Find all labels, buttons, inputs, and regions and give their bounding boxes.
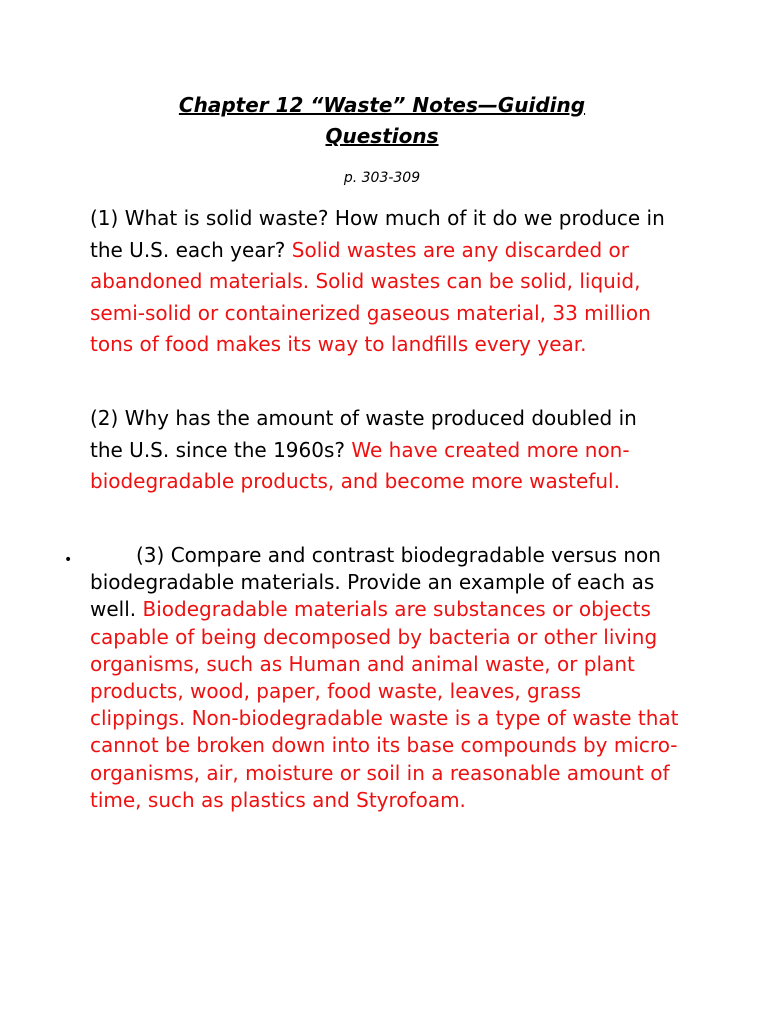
- answer-3-text: Biodegradable materials are substances or objects capable of being decomposed by bacteria or other living organisms, such as Human and animal waste, or plant products, wood, paper, food waste, leaves, grass clippings. Non-biodegradable waste is a type of waste that cannot be broken down into its base compounds by micro-organisms, air, moisture or soil in a reasonable amount of time, such as plastics and Styrofoam.: [90, 597, 679, 812]
- bullet-icon: •: [64, 552, 73, 568]
- page-range: p. 303-309: [343, 170, 421, 186]
- question-1-text: (1) What is solid waste? How much of it do we produce in the U.S. each year?: [90, 206, 665, 262]
- question-3-block: [90, 542, 680, 814]
- question-2-text: (2) Why has the amount of waste produced doubled in the U.S. since the 1960s?: [90, 406, 637, 462]
- answer-2-text: We have created more non-biodegradable products, and become more wasteful.: [90, 437, 630, 493]
- page-title: Chapter 12 “Waste” Notes—Guiding Questions: [178, 93, 586, 148]
- question-2-block: [90, 403, 675, 498]
- answer-1-text: Solid wastes are any discarded or abandoned materials. Solid wastes can be solid, liquid, semi-solid or containerized gaseous material, 33 million tons of food makes its way to landfills every year.: [90, 237, 651, 356]
- question-1-block: [90, 203, 675, 361]
- question-3-text: (3) Compare and contrast biodegradable versus non biodegradable materials. Provide an example of each as well.: [90, 543, 661, 622]
